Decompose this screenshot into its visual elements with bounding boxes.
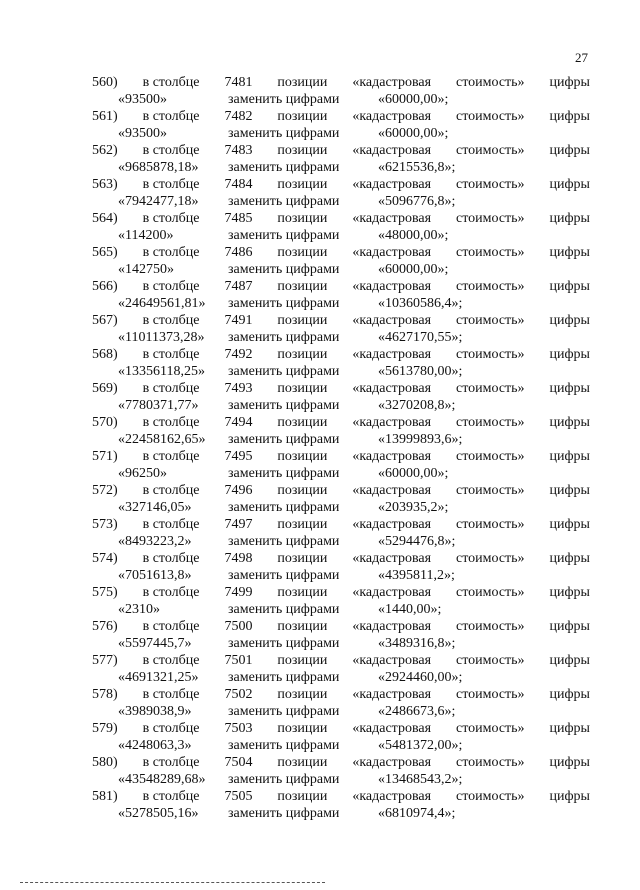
value-text: стоимость» <box>455 619 525 634</box>
item-line-2 <box>92 499 590 516</box>
cadastral-text: «кадастровая <box>352 483 432 498</box>
item-line-1 <box>92 108 590 125</box>
cadastral-text: «кадастровая <box>352 687 432 702</box>
item-line-2 <box>92 533 590 550</box>
digits-text: цифры <box>549 517 590 532</box>
positions-text: позиции <box>277 551 328 566</box>
cadastral-text: «кадастровая <box>352 381 432 396</box>
item-line-2 <box>92 771 590 788</box>
column-number: 7491 <box>224 313 253 328</box>
digits-text: цифры <box>549 551 590 566</box>
value-text: стоимость» <box>455 721 525 736</box>
old-value: «3989038,9» <box>118 704 192 719</box>
value-text: стоимость» <box>455 279 525 294</box>
item-line-1 <box>92 244 590 261</box>
new-value: «13468543,2»; <box>378 772 463 787</box>
digits-text: цифры <box>549 653 590 668</box>
positions-text: позиции <box>277 585 328 600</box>
in-column-text: в столбце <box>142 347 200 362</box>
list-item <box>92 754 590 788</box>
item-line-2 <box>92 703 590 720</box>
value-text: стоимость» <box>455 109 525 124</box>
column-number: 7503 <box>224 721 253 736</box>
digits-text: цифры <box>549 313 590 328</box>
cadastral-text: «кадастровая <box>352 755 432 770</box>
column-number: 7485 <box>224 211 253 226</box>
list-item <box>92 312 590 346</box>
item-line-2 <box>92 567 590 584</box>
positions-text: позиции <box>277 687 328 702</box>
value-text: стоимость» <box>455 177 525 192</box>
item-number: 580) <box>92 755 118 770</box>
value-text: стоимость» <box>455 347 525 362</box>
cadastral-text: «кадастровая <box>352 279 432 294</box>
new-value: «6810974,4»; <box>378 806 456 821</box>
list-item <box>92 720 590 754</box>
item-line-1 <box>92 618 590 635</box>
replace-text: заменить цифрами <box>228 704 340 719</box>
column-number: 7498 <box>224 551 253 566</box>
positions-text: позиции <box>277 211 328 226</box>
positions-text: позиции <box>277 619 328 634</box>
item-line-1 <box>92 278 590 295</box>
positions-text: позиции <box>277 245 328 260</box>
item-number: 573) <box>92 517 118 532</box>
list-item <box>92 278 590 312</box>
value-text: стоимость» <box>455 517 525 532</box>
new-value: «4395811,2»; <box>378 568 455 583</box>
positions-text: позиции <box>277 381 328 396</box>
item-number: 569) <box>92 381 118 396</box>
in-column-text: в столбце <box>142 313 200 328</box>
item-line-2 <box>92 227 590 244</box>
list-item <box>92 108 590 142</box>
item-number: 561) <box>92 109 118 124</box>
replace-text: заменить цифрами <box>228 432 340 447</box>
in-column-text: в столбце <box>142 619 200 634</box>
cadastral-text: «кадастровая <box>352 347 432 362</box>
item-line-1 <box>92 584 590 601</box>
old-value: «5597445,7» <box>118 636 192 651</box>
column-number: 7484 <box>224 177 253 192</box>
value-text: стоимость» <box>455 449 525 464</box>
item-number: 578) <box>92 687 118 702</box>
replace-text: заменить цифрами <box>228 568 340 583</box>
in-column-text: в столбце <box>142 143 200 158</box>
replace-text: заменить цифрами <box>228 738 340 753</box>
list-item <box>92 74 590 108</box>
old-value: «142750» <box>118 262 174 277</box>
item-number: 566) <box>92 279 118 294</box>
positions-text: позиции <box>277 517 328 532</box>
new-value: «13999893,6»; <box>378 432 463 447</box>
old-value: «114200» <box>118 228 174 243</box>
cadastral-text: «кадастровая <box>352 211 432 226</box>
replace-text: заменить цифрами <box>228 262 340 277</box>
old-value: «7051613,8» <box>118 568 192 583</box>
item-line-2 <box>92 601 590 618</box>
new-value: «5481372,00»; <box>378 738 463 753</box>
new-value: «48000,00»; <box>378 228 449 243</box>
item-number: 579) <box>92 721 118 736</box>
page-number: 27 <box>575 50 588 65</box>
list-item <box>92 414 590 448</box>
value-text: стоимость» <box>455 415 525 430</box>
cadastral-text: «кадастровая <box>352 313 432 328</box>
old-value: «9685878,18» <box>118 160 199 175</box>
in-column-text: в столбце <box>142 211 200 226</box>
in-column-text: в столбце <box>142 653 200 668</box>
cadastral-text: «кадастровая <box>352 585 432 600</box>
item-line-2 <box>92 91 590 108</box>
new-value: «1440,00»; <box>378 602 442 617</box>
replace-text: заменить цифрами <box>228 398 340 413</box>
item-number: 567) <box>92 313 118 328</box>
new-value: «4627170,55»; <box>378 330 463 345</box>
replace-text: заменить цифрами <box>228 670 340 685</box>
list-item <box>92 550 590 584</box>
replace-text: заменить цифрами <box>228 194 340 209</box>
item-number: 575) <box>92 585 118 600</box>
item-line-1 <box>92 346 590 363</box>
replace-text: заменить цифрами <box>228 466 340 481</box>
item-line-2 <box>92 159 590 176</box>
cadastral-text: «кадастровая <box>352 177 432 192</box>
list-item <box>92 686 590 720</box>
replace-text: заменить цифрами <box>228 330 340 345</box>
in-column-text: в столбце <box>142 789 200 804</box>
column-number: 7501 <box>224 653 253 668</box>
item-line-2 <box>92 125 590 142</box>
value-text: стоимость» <box>455 653 525 668</box>
item-number: 577) <box>92 653 118 668</box>
in-column-text: в столбце <box>142 75 200 90</box>
positions-text: позиции <box>277 75 328 90</box>
positions-text: позиции <box>277 789 328 804</box>
replace-text: заменить цифрами <box>228 602 340 617</box>
old-value: «24649561,81» <box>118 296 206 311</box>
old-value: «11011373,28» <box>118 330 205 345</box>
in-column-text: в столбце <box>142 721 200 736</box>
item-line-1 <box>92 516 590 533</box>
digits-text: цифры <box>549 211 590 226</box>
old-value: «93500» <box>118 126 167 141</box>
item-line-1 <box>92 652 590 669</box>
in-column-text: в столбце <box>142 687 200 702</box>
in-column-text: в столбце <box>142 177 200 192</box>
cadastral-text: «кадастровая <box>352 415 432 430</box>
value-text: стоимость» <box>455 75 525 90</box>
replace-text: заменить цифрами <box>228 126 340 141</box>
list-item <box>92 516 590 550</box>
value-text: стоимость» <box>455 381 525 396</box>
new-value: «203935,2»; <box>378 500 449 515</box>
column-number: 7481 <box>224 75 253 90</box>
item-line-1 <box>92 414 590 431</box>
cadastral-text: «кадастровая <box>352 75 432 90</box>
list-item <box>92 176 590 210</box>
list-item <box>92 380 590 414</box>
item-line-1 <box>92 448 590 465</box>
positions-text: позиции <box>277 279 328 294</box>
replace-text: заменить цифрами <box>228 296 340 311</box>
item-line-1 <box>92 754 590 771</box>
list-item <box>92 788 590 822</box>
digits-text: цифры <box>549 415 590 430</box>
new-value: «3489316,8»; <box>378 636 456 651</box>
item-line-1 <box>92 686 590 703</box>
item-line-2 <box>92 261 590 278</box>
digits-text: цифры <box>549 483 590 498</box>
item-number: 576) <box>92 619 118 634</box>
list-item <box>92 346 590 380</box>
value-text: стоимость» <box>455 211 525 226</box>
in-column-text: в столбце <box>142 279 200 294</box>
digits-text: цифры <box>549 755 590 770</box>
list-item <box>92 652 590 686</box>
item-line-1 <box>92 550 590 567</box>
old-value: «7780371,77» <box>118 398 199 413</box>
replace-text: заменить цифрами <box>228 228 340 243</box>
new-value: «5613780,00»; <box>378 364 463 379</box>
item-line-1 <box>92 482 590 499</box>
column-number: 7502 <box>224 687 253 702</box>
digits-text: цифры <box>549 381 590 396</box>
value-text: стоимость» <box>455 313 525 328</box>
old-value: «43548289,68» <box>118 772 206 787</box>
new-value: «60000,00»; <box>378 262 449 277</box>
column-number: 7486 <box>224 245 253 260</box>
item-number: 562) <box>92 143 118 158</box>
item-line-1 <box>92 74 590 91</box>
column-number: 7497 <box>224 517 253 532</box>
item-number: 568) <box>92 347 118 362</box>
value-text: стоимость» <box>455 551 525 566</box>
in-column-text: в столбце <box>142 381 200 396</box>
replace-text: заменить цифрами <box>228 806 340 821</box>
list-item <box>92 244 590 278</box>
old-value: «4691321,25» <box>118 670 199 685</box>
in-column-text: в столбце <box>142 109 200 124</box>
item-line-2 <box>92 295 590 312</box>
positions-text: позиции <box>277 109 328 124</box>
old-value: «327146,05» <box>118 500 192 515</box>
value-text: стоимость» <box>455 143 525 158</box>
cadastral-text: «кадастровая <box>352 653 432 668</box>
old-value: «96250» <box>118 466 167 481</box>
replace-text: заменить цифрами <box>228 160 340 175</box>
replace-text: заменить цифрами <box>228 500 340 515</box>
item-number: 581) <box>92 789 118 804</box>
digits-text: цифры <box>549 585 590 600</box>
replace-text: заменить цифрами <box>228 364 340 379</box>
old-value: «5278505,16» <box>118 806 199 821</box>
digits-text: цифры <box>549 347 590 362</box>
item-line-1 <box>92 380 590 397</box>
column-number: 7505 <box>224 789 253 804</box>
digits-text: цифры <box>549 75 590 90</box>
old-value: «7942477,18» <box>118 194 199 209</box>
in-column-text: в столбце <box>142 755 200 770</box>
item-number: 572) <box>92 483 118 498</box>
column-number: 7493 <box>224 381 253 396</box>
new-value: «5096776,8»; <box>378 194 456 209</box>
positions-text: позиции <box>277 449 328 464</box>
column-number: 7492 <box>224 347 253 362</box>
item-line-2 <box>92 397 590 414</box>
item-line-1 <box>92 312 590 329</box>
column-number: 7487 <box>224 279 253 294</box>
new-value: «60000,00»; <box>378 466 449 481</box>
item-number: 571) <box>92 449 118 464</box>
value-text: стоимость» <box>455 789 525 804</box>
item-line-2 <box>92 635 590 652</box>
digits-text: цифры <box>549 449 590 464</box>
cadastral-text: «кадастровая <box>352 721 432 736</box>
replace-text: заменить цифрами <box>228 534 340 549</box>
item-number: 563) <box>92 177 118 192</box>
old-value: «2310» <box>118 602 160 617</box>
positions-text: позиции <box>277 143 328 158</box>
item-line-1 <box>92 176 590 193</box>
value-text: стоимость» <box>455 585 525 600</box>
item-line-2 <box>92 329 590 346</box>
item-number: 565) <box>92 245 118 260</box>
new-value: «60000,00»; <box>378 126 449 141</box>
in-column-text: в столбце <box>142 551 200 566</box>
old-value: «93500» <box>118 92 167 107</box>
cadastral-text: «кадастровая <box>352 789 432 804</box>
column-number: 7499 <box>224 585 253 600</box>
list-item <box>92 448 590 482</box>
list-item <box>92 142 590 176</box>
in-column-text: в столбце <box>142 585 200 600</box>
digits-text: цифры <box>549 619 590 634</box>
item-line-1 <box>92 788 590 805</box>
item-line-2 <box>92 363 590 380</box>
column-number: 7494 <box>224 415 253 430</box>
item-number: 574) <box>92 551 118 566</box>
positions-text: позиции <box>277 347 328 362</box>
positions-text: позиции <box>277 653 328 668</box>
value-text: стоимость» <box>455 245 525 260</box>
column-number: 7482 <box>224 109 253 124</box>
item-number: 564) <box>92 211 118 226</box>
positions-text: позиции <box>277 313 328 328</box>
cadastral-text: «кадастровая <box>352 517 432 532</box>
list-item <box>92 482 590 516</box>
digits-text: цифры <box>549 721 590 736</box>
cadastral-text: «кадастровая <box>352 245 432 260</box>
column-number: 7483 <box>224 143 253 158</box>
new-value: «6215536,8»; <box>378 160 456 175</box>
item-line-2 <box>92 431 590 448</box>
value-text: стоимость» <box>455 483 525 498</box>
value-text: стоимость» <box>455 687 525 702</box>
column-number: 7496 <box>224 483 253 498</box>
item-line-2 <box>92 669 590 686</box>
list-item <box>92 210 590 244</box>
new-value: «60000,00»; <box>378 92 449 107</box>
positions-text: позиции <box>277 755 328 770</box>
new-value: «2486673,6»; <box>378 704 456 719</box>
old-value: «22458162,65» <box>118 432 206 447</box>
item-line-2 <box>92 193 590 210</box>
cadastral-text: «кадастровая <box>352 449 432 464</box>
item-line-1 <box>92 720 590 737</box>
digits-text: цифры <box>549 687 590 702</box>
cadastral-text: «кадастровая <box>352 109 432 124</box>
item-line-2 <box>92 805 590 822</box>
digits-text: цифры <box>549 143 590 158</box>
old-value: «13356118,25» <box>118 364 205 379</box>
new-value: «2924460,00»; <box>378 670 463 685</box>
in-column-text: в столбце <box>142 245 200 260</box>
cadastral-text: «кадастровая <box>352 143 432 158</box>
in-column-text: в столбце <box>142 517 200 532</box>
column-number: 7500 <box>224 619 253 634</box>
item-line-1 <box>92 210 590 227</box>
bottom-rule <box>20 882 325 883</box>
digits-text: цифры <box>549 109 590 124</box>
in-column-text: в столбце <box>142 483 200 498</box>
column-number: 7495 <box>224 449 253 464</box>
new-value: «5294476,8»; <box>378 534 456 549</box>
item-line-1 <box>92 142 590 159</box>
old-value: «4248063,3» <box>118 738 192 753</box>
item-line-2 <box>92 737 590 754</box>
positions-text: позиции <box>277 415 328 430</box>
replace-text: заменить цифрами <box>228 772 340 787</box>
digits-text: цифры <box>549 279 590 294</box>
replace-text: заменить цифрами <box>228 636 340 651</box>
replace-text: заменить цифрами <box>228 92 340 107</box>
positions-text: позиции <box>277 483 328 498</box>
digits-text: цифры <box>549 177 590 192</box>
cadastral-text: «кадастровая <box>352 619 432 634</box>
positions-text: позиции <box>277 177 328 192</box>
item-number: 560) <box>92 75 118 90</box>
old-value: «8493223,2» <box>118 534 192 549</box>
item-number: 570) <box>92 415 118 430</box>
positions-text: позиции <box>277 721 328 736</box>
in-column-text: в столбце <box>142 449 200 464</box>
amendment-list <box>92 74 590 822</box>
column-number: 7504 <box>224 755 253 770</box>
cadastral-text: «кадастровая <box>352 551 432 566</box>
new-value: «3270208,8»; <box>378 398 456 413</box>
in-column-text: в столбце <box>142 415 200 430</box>
digits-text: цифры <box>549 245 590 260</box>
value-text: стоимость» <box>455 755 525 770</box>
new-value: «10360586,4»; <box>378 296 463 311</box>
item-line-2 <box>92 465 590 482</box>
list-item <box>92 618 590 652</box>
list-item <box>92 584 590 618</box>
digits-text: цифры <box>549 789 590 804</box>
